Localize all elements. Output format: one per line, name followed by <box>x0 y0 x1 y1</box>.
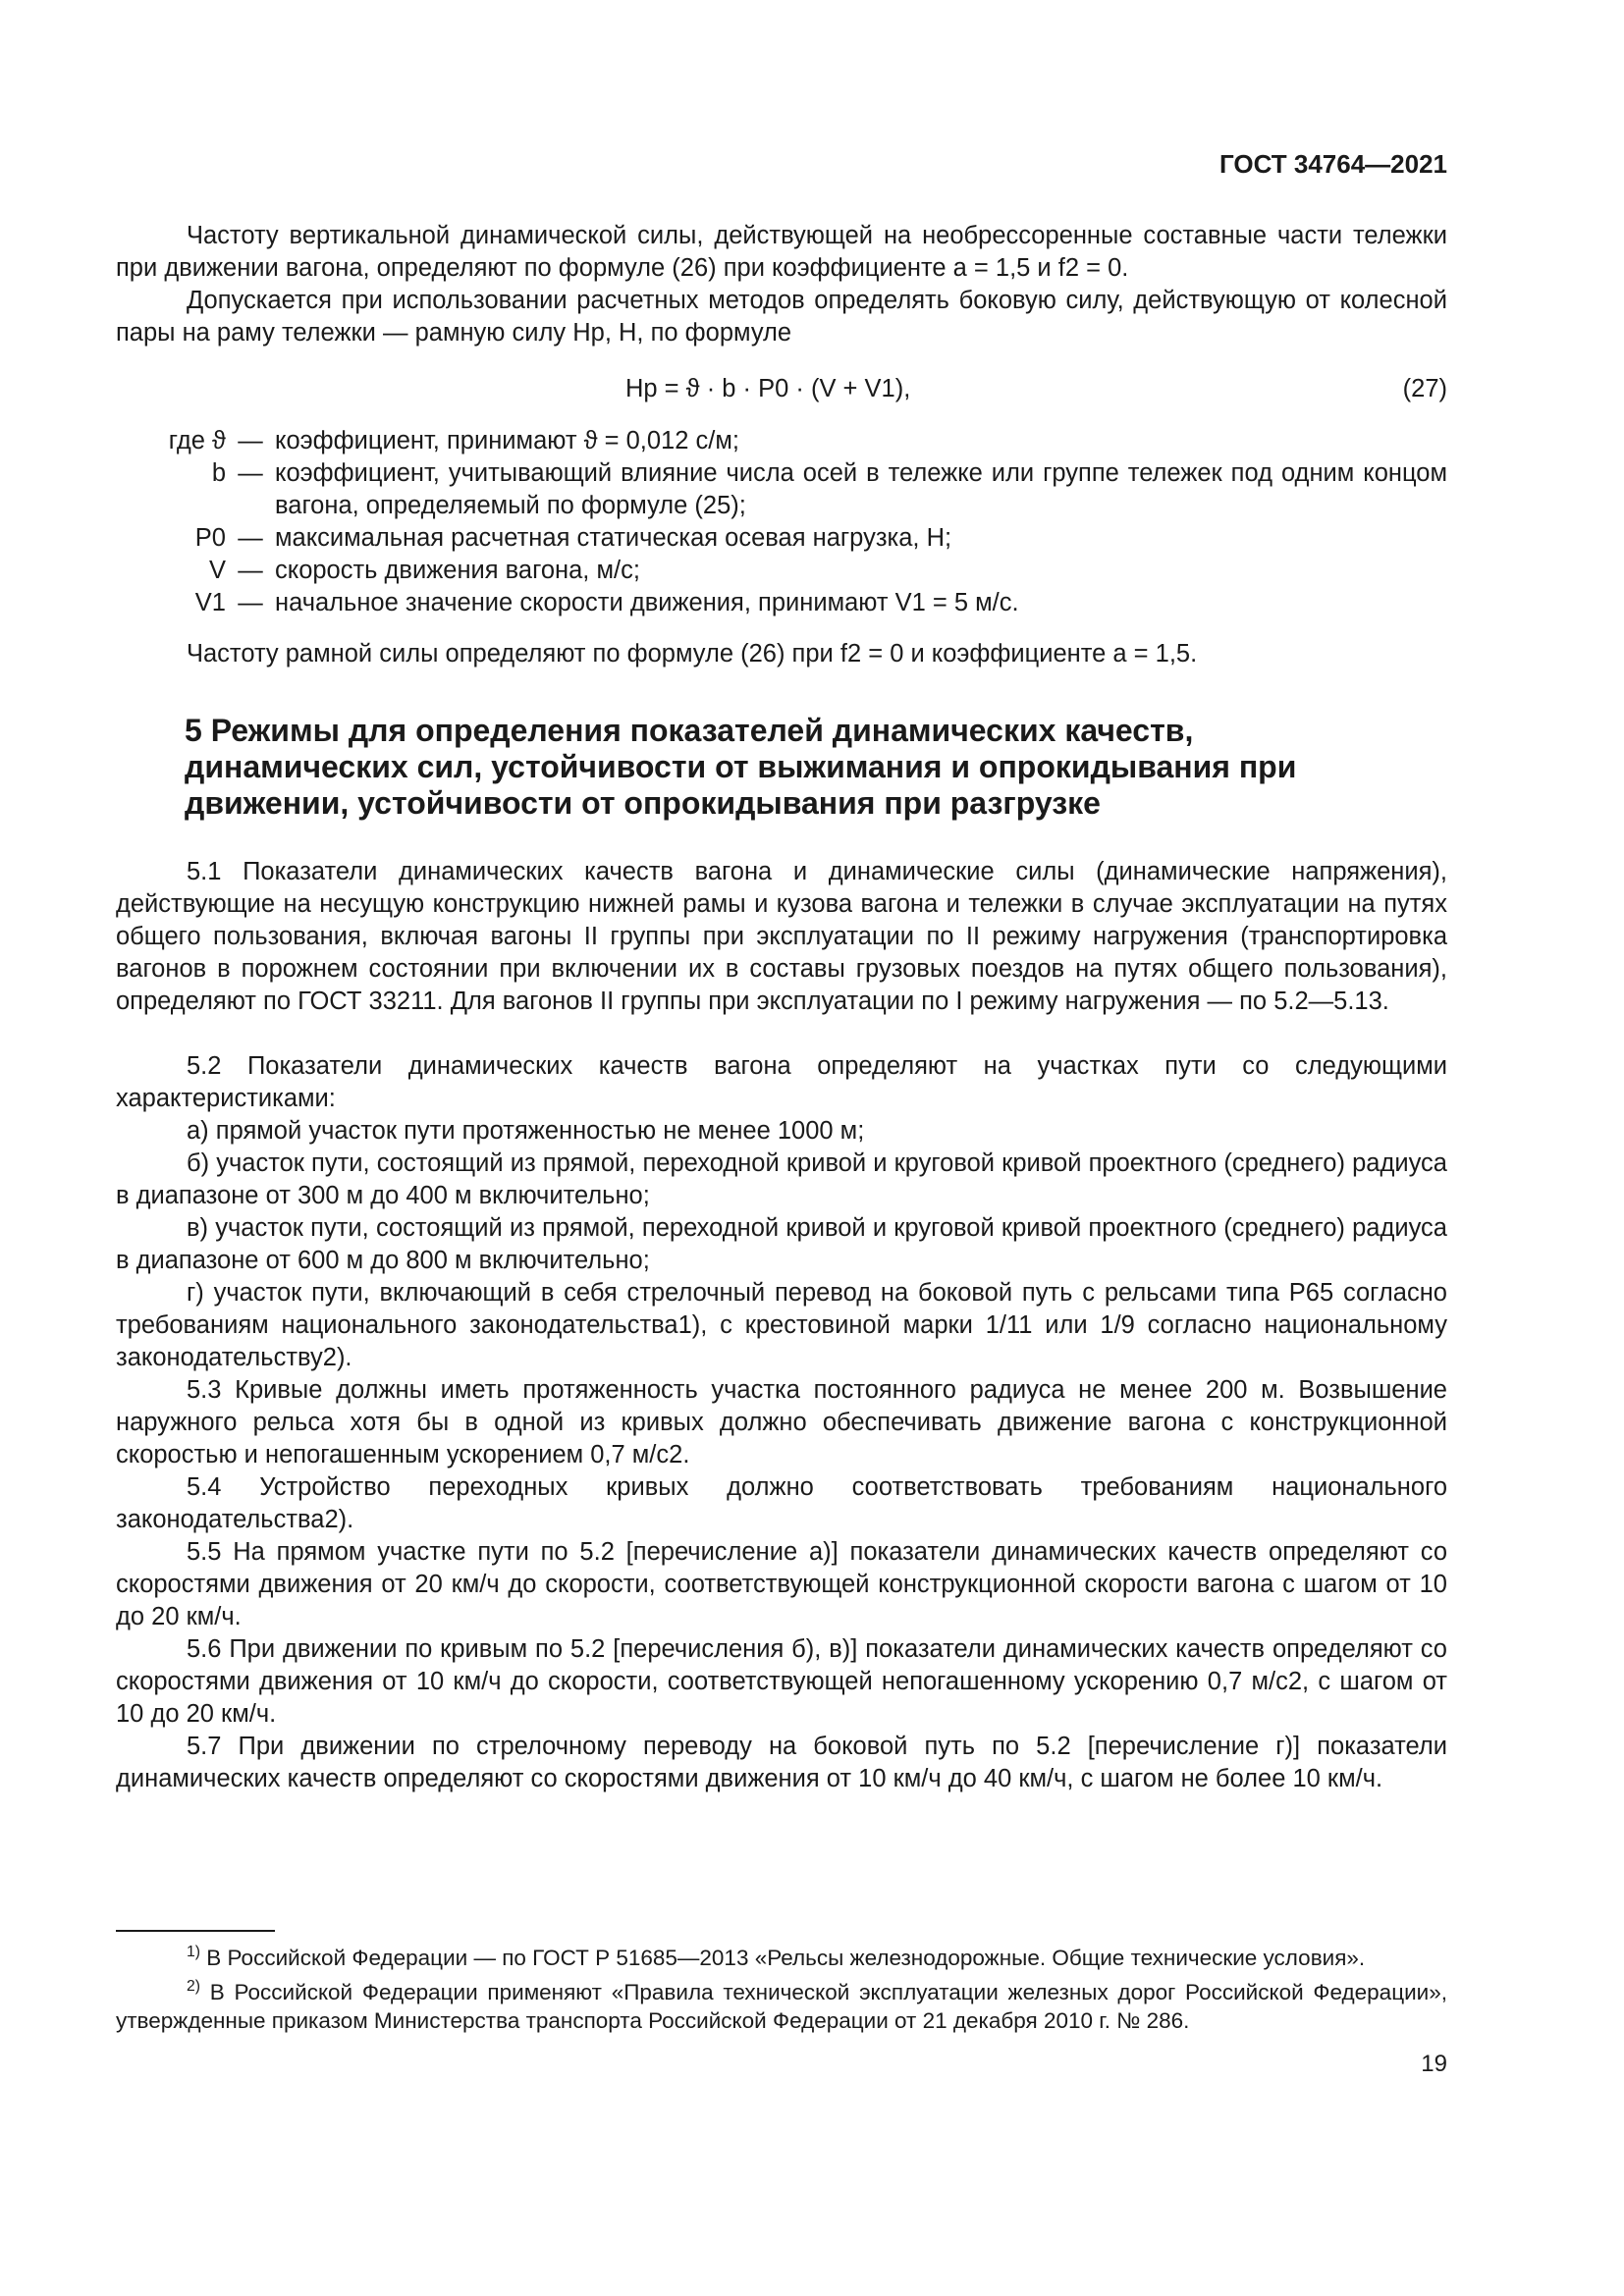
definition-text: коэффициент, принимают ϑ = 0,012 с/м; <box>275 427 739 454</box>
paragraph-5-7: 5.7 При движении по стрелочному переводу на боковой путь по 5.2 [перечисление г)] показатели динамических качеств определяют со скоростями движения от 10 км/ч до 40 км/ч, с шагом не более 10 км/ч. <box>116 1733 1447 1792</box>
definition-symbol: где ϑ <box>168 427 226 454</box>
definition-dash: — <box>238 427 263 454</box>
section-5-heading: 5 Режимы для определения показателей динамических качеств, динамических сил, устойчивости от выжимания и опрокидывания при движении, устойчивости от опрокидывания при разгрузке <box>185 713 1297 821</box>
paragraph-5-1: 5.1 Показатели динамических качеств вагона и динамические силы (динамические напряжения), действующие на несущую конструкцию нижней рамы и кузова вагона и тележки в случае эксплуатации на путях общего пользования, включая вагоны II группы при эксплуатации по II режиму нагружения (транспортировка вагонов в порожнем состоянии при включении их в составы грузовых поездов на путях общего пользования), определяют по ГОСТ 33211. Для вагонов II группы при эксплуатации по I режиму нагружения — по 5.2—5.13. <box>116 858 1447 1015</box>
definition-dash: — <box>238 459 263 487</box>
definition-text: скорость движения вагона, м/с; <box>275 557 640 584</box>
definition-symbol: P0 <box>194 524 226 552</box>
definition-symbol: b <box>211 459 226 487</box>
footnote-separator <box>116 1930 275 1932</box>
footnote-mark: 2) <box>187 1978 201 1995</box>
definition-text: начальное значение скорости движения, принимают V1 = 5 м/с. <box>275 589 1019 616</box>
paragraph-5-3: 5.3 Кривые должны иметь протяженность участка постоянного радиуса не менее 200 м. Возвышение наружного рельса хотя бы в одной из кривых должно обеспечивать движение вагона с конструкционной скоростью и непогашенным ускорением 0,7 м/с2. <box>116 1376 1447 1468</box>
paragraph-frame-force-intro: Допускается при использовании расчетных методов определять боковую силу, действующую от колесной пары на раму тележки — рамную силу Hр, Н, по формуле <box>116 287 1447 347</box>
paragraph-frame-force-frequency: Частоту рамной силы определяют по формуле (26) при f2 = 0 и коэффициенте a = 1,5. <box>187 640 1198 667</box>
footnote-text: В Российской Федерации — по ГОСТ Р 51685—2013 «Рельсы железнодорожные. Общие технические условия». <box>206 1946 1366 1970</box>
footnote-text: В Российской Федерации применяют «Правила технической эксплуатации железных дорог Российской Федерации», утвержденные приказом Министерства транспорта Российской Федерации от 21 декабря 2010 г. № 286. <box>116 1980 1447 2033</box>
footnote-2 <box>116 1978 1447 2035</box>
paragraph-5-2: 5.2 Показатели динамических качеств вагона определяют на участках пути со следующими характеристиками: <box>116 1052 1447 1112</box>
definition-item <box>116 587 1447 619</box>
paragraph-vertical-force-frequency: Частоту вертикальной динамической силы, действующей на необрессоренные составные части тележки при движении вагона, определяют по формуле (26) при коэффициенте a = 1,5 и f2 = 0. <box>116 222 1447 282</box>
paragraph-5-4: 5.4 Устройство переходных кривых должно соответствовать требованиям национального законодательства2). <box>116 1473 1447 1533</box>
definition-text: коэффициент, учитывающий влияние числа осей в тележке или группе тележек под одним концом вагона, определяемый по формуле (25); <box>275 459 1447 519</box>
footnotes <box>116 1944 1447 2041</box>
list-item-b: б) участок пути, состоящий из прямой, переходной кривой и круговой кривой проектного (среднего) радиуса в диапазоне от 300 м до 400 м включительно; <box>116 1149 1447 1209</box>
definition-text: максимальная расчетная статическая осевая нагрузка, Н; <box>275 524 952 552</box>
page-number: 19 <box>1421 2051 1447 2077</box>
definition-dash: — <box>238 589 263 616</box>
formula-number: (27) <box>1402 375 1447 402</box>
list-item-a: а) прямой участок пути протяженностью не менее 1000 м; <box>187 1117 865 1145</box>
list-item-v: в) участок пути, состоящий из прямой, переходной кривой и круговой кривой проектного (среднего) радиуса в диапазоне от 600 м до 800 м включительно; <box>116 1214 1447 1274</box>
definitions-list <box>116 425 1447 619</box>
definition-dash: — <box>238 557 263 584</box>
footnote-mark: 1) <box>187 1944 201 1960</box>
definition-item <box>116 522 1447 555</box>
paragraph-5-5: 5.5 На прямом участке пути по 5.2 [перечисление а)] показатели динамических качеств определяют со скоростями движения от 20 км/ч до скорости, соответствующей конструкционной скорости вагона с шагом от 10 до 20 км/ч. <box>116 1538 1447 1630</box>
document-header: ГОСТ 34764—2021 <box>1219 149 1447 179</box>
definition-symbol: V <box>208 557 226 584</box>
list-item-g: г) участок пути, включающий в себя стрелочный перевод на боковой путь с рельсами типа Р65 согласно требованиям национального законодательства1), с крестовиной марки 1/11 или 1/9 согласно национальному законодательству2). <box>116 1279 1447 1371</box>
paragraph-5-6: 5.6 При движении по кривым по 5.2 [перечисления б), в)] показатели динамических качеств определяют со скоростями движения от 10 км/ч до скорости, соответствующей непогашенному ускорению 0,7 м/с2, с шагом от 10 до 20 км/ч. <box>116 1635 1447 1728</box>
definition-item <box>116 457 1447 522</box>
definition-dash: — <box>238 524 263 552</box>
definition-symbol: V1 <box>194 589 226 616</box>
formula-expression: Hр = ϑ · b · P0 · (V + V1), <box>625 375 911 402</box>
definition-item <box>116 555 1447 587</box>
footnote-1 <box>116 1944 1447 1972</box>
definition-item <box>116 425 1447 457</box>
